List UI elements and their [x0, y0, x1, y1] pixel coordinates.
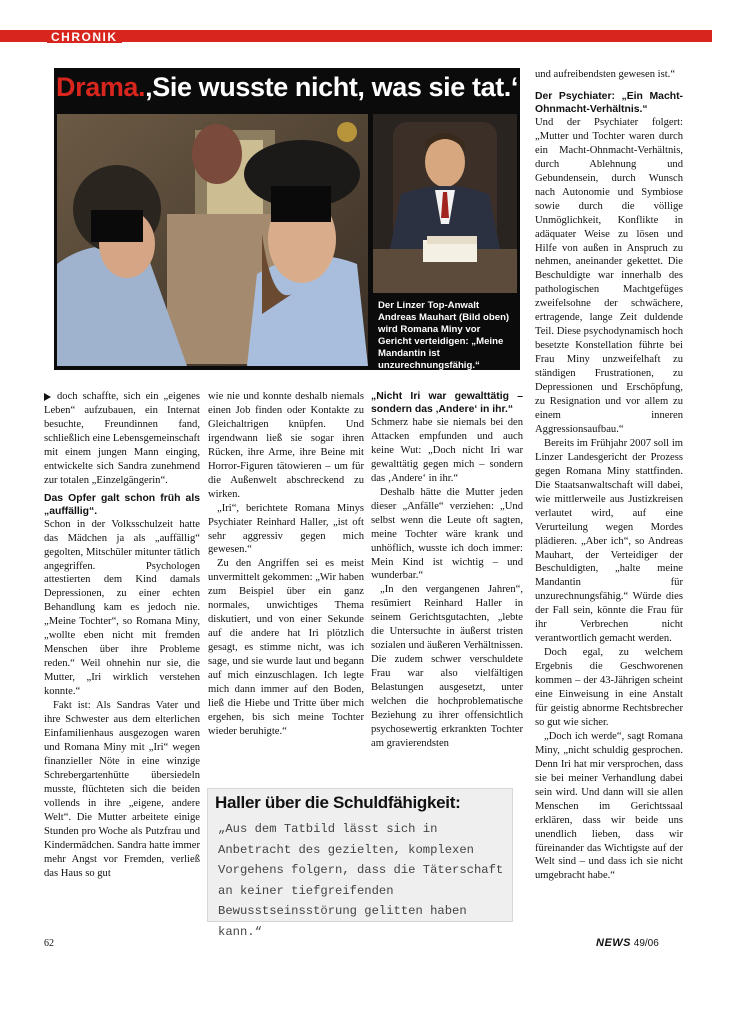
headline-kicker: Drama. [56, 72, 146, 102]
col4-paragraph-3: Doch egal, zu welchem Ergebnis die Geschworenen kommen – der 43-Jährigen scheint eine Einweisung in eine Anstalt für geistig abnorme Rechtsbrecher so gut wie sicher. [535, 647, 683, 728]
arrow-icon [44, 393, 51, 401]
column-3 [371, 390, 523, 751]
quote-title: Haller über die Schuldfähigkeit: [215, 793, 461, 812]
col2-paragraph-1: wie nie und konnte deshalb niemals einen Job finden oder Kontakte zu Gleichaltrigen knüpfen. Und irgendwann ließ sie sogar ihren Rücken, ihre Arme, ihre Beine mit Horror-Figuren tätowieren – um für die Außenwelt abschreckend zu wirken. [208, 391, 364, 500]
col4-paragraph-1: Und der Psychiater folgert: „Mutter und Tochter waren durch ein Macht-Ohnmacht-Verhältnis, durch Ablehnung und Gebundensein, durch Wunsch nach Autonomie und Symbiose sowie durch die völlige Unmöglichkeit, Konflikte in adäquater Weise zu lösen und Hilfe von außen in Anspruch zu nehmen, aneinander gekettet. Die Beschuldigte war innerhalb des pathologischen Machtgefüges zweifelsohne der schwächere, ertragende, lange Zeit duldende Teil. Diese psychodynamisch hoch besetzte Konstellation führte bei Frau Miny unzweifelhaft zu ständigen Frustrationen, zu Depressionen und Erschöpfung, zu Resignation und vor allem zu einem inneren Aggressionsaufbau.“ [535, 116, 683, 435]
col1-subheading: Das Opfer galt schon früh als „auffällig“. [44, 492, 200, 517]
col4-paragraph-4: „Doch ich werde“, sagt Romana Miny, „nicht schuldig gesprochen. Denn Iri hat mir versprochen, dass sie bei meiner Verhandlung dabei sein wird. Und dann will sie allen Menschen im Gerichtssaal erklären, dass wir beide uns unendlich lieben, dass wir füreinander das Wichtigste auf der Welt sind – und dass ich sie nicht umgebracht habe.“ [535, 730, 683, 882]
col2-paragraph-3: Zu den Angriffen sei es meist unvermittelt gekommen: „Wir haben zum Beispiel über ein ganz normales, unwichtiges Thema diskutiert, und von einer Sekunde auf die andere hat Iri plötzlich gesagt, es stimme nicht, was ich sage, und sie wurde laut und begann auf mich einzuschlagen. Ich legte mich dann immer auf den Boden, ließ die Hiebe und Tritte über mich ergehen, bis sich meine Tochter wieder beruhigte.“ [208, 558, 364, 737]
column-1 [44, 390, 200, 880]
page-number: 62 [44, 938, 54, 949]
col3-paragraph-1: Schmerz habe sie niemals bei den Attacken empfunden und auch keine Wut: „Doch nicht Iri war gewalttätig gegen mich – sondern das ‚Andere‘ in ihr.“ [371, 417, 523, 484]
col4-subheading: Der Psychiater: „Ein Macht-Ohnmacht-Verhältnis.“ [535, 90, 683, 115]
col1-paragraph-2: Schon in der Volksschulzeit hatte das Mädchen ja als „auffällig“ gegolten, Mitschüler mitunter tätlich angegriffen. Psychologen attestierten dem Kind damals Depressionen, zu einer echten Behandlung kam es jedoch nie. „Meine Tochter“, so Romana Miny, „wollte eben nicht mit fremden Menschen über ihre Probleme reden.“ Weil ohnehin nur sie, die Mutter, „Iri wirklich verstehen konnte.“ [44, 518, 200, 698]
col3-paragraph-3: „In den vergangenen Jahren“, resümiert Reinhard Haller in seinem Gerichtsgutachten, „lebte die Untersuchte in äußerst tristen sozialen und äußeren Verhältnissen. Die zudem schwer verschuldete Frau war also vielfältigen Belastungen ausgesetzt, unter welchen die hochproblematische Beziehung zu ihrer offensichtlich psychosewertig erkrankten Tochter am gravierendsten [371, 584, 523, 749]
issue-number: 49/06 [633, 938, 659, 949]
column-4 [535, 68, 683, 883]
lawyer-photo [373, 114, 517, 293]
col1-paragraph-1: doch schaffte, sich ein „eigenes Leben“ aufzubauen, ein Internat besuchte, Freundinnen fand, schließlich eine Lebensgemeinschaft mit einem jungen Mann einging, entwickelte sich Sandra zunehmend zur totalen „Einzelgängerin“. [44, 391, 200, 486]
court-photo [57, 114, 368, 366]
col4-paragraph-0: und aufreibendsten gewesen ist.“ [535, 69, 676, 80]
column-2 [208, 390, 364, 739]
magazine-name: NEWS [596, 937, 631, 949]
quote-box [207, 788, 513, 939]
headline [56, 72, 518, 112]
magazine-footer [596, 937, 659, 949]
photo-caption: Der Linzer Top-Anwalt Andreas Mauhart (Bild oben) wird Romana Miny vor Gericht verteidigen: „Meine Mandantin ist unzurechnungsfähig.“ [378, 300, 510, 371]
col4-paragraph-2: Bereits im Frühjahr 2007 soll im Linzer Landesgericht der Prozess gegen Romana Miny stattfinden. Die Staatsanwaltschaft will dabei, wie mittlerweile aus Justizkreisen verlautet wird, auf eine Verurteilung wegen Mordes plädieren. „Aber ich“, so Andreas Mauhart, der Verteidiger der Beschuldigten, „halte meine Mandantin für unzurechnungsfähig.“ Würde dies der Fall sein, könnte die Frau für ihr Verbrechen nicht verantwortlich gemacht werden. [535, 437, 683, 645]
col1-paragraph-3: Fakt ist: Als Sandras Vater und ihre Schwester aus dem elterlichen Einfamilienhaus ausgezogen waren und Romana Miny mit „Iri“ wegen finanzieller Nöte in eine winzige Schrebergartenhütte übersiedeln musste, flüchteten sich die beiden vollends in ihre „eigene, andere Welt“. Die Mutter arbeitete einige Stunden pro Woche als Putzfrau und Kindermädchen. Sandra hatte immer mehr Angst vor Fremden, verließ das Haus so gut [44, 700, 200, 879]
col3-subheading: „Nicht Iri war gewalttätig – sondern das ‚Andere‘ in ihr.“ [371, 391, 523, 415]
col3-paragraph-2: Deshalb hätte die Mutter jeden dieser „Anfälle“ verziehen: „Und selbst wenn die Leute oft sagten, meine Tochter wäre krank und unhöflich, wusste ich doch immer: Mein Kind ist wichtig – und wunderbar.“ [371, 486, 523, 582]
col2-paragraph-2: „Iri“, berichtete Romana Minys Psychiater Reinhard Haller, „ist oft sehr aggressiv gegen mich gewesen.“ [208, 502, 364, 556]
section-label: CHRONIK [47, 31, 122, 43]
headline-title: ‚Sie wusste nicht, was sie tat.‘ [145, 72, 518, 102]
quote-text: „Aus dem Tatbild lässt sich in Anbetracht des gezielten, komplexen Vorgehens folgern, dass die Täterschaft an keiner tiefgreifenden Bewusstseinsstörung gelitten haben kann.“ [218, 822, 504, 939]
